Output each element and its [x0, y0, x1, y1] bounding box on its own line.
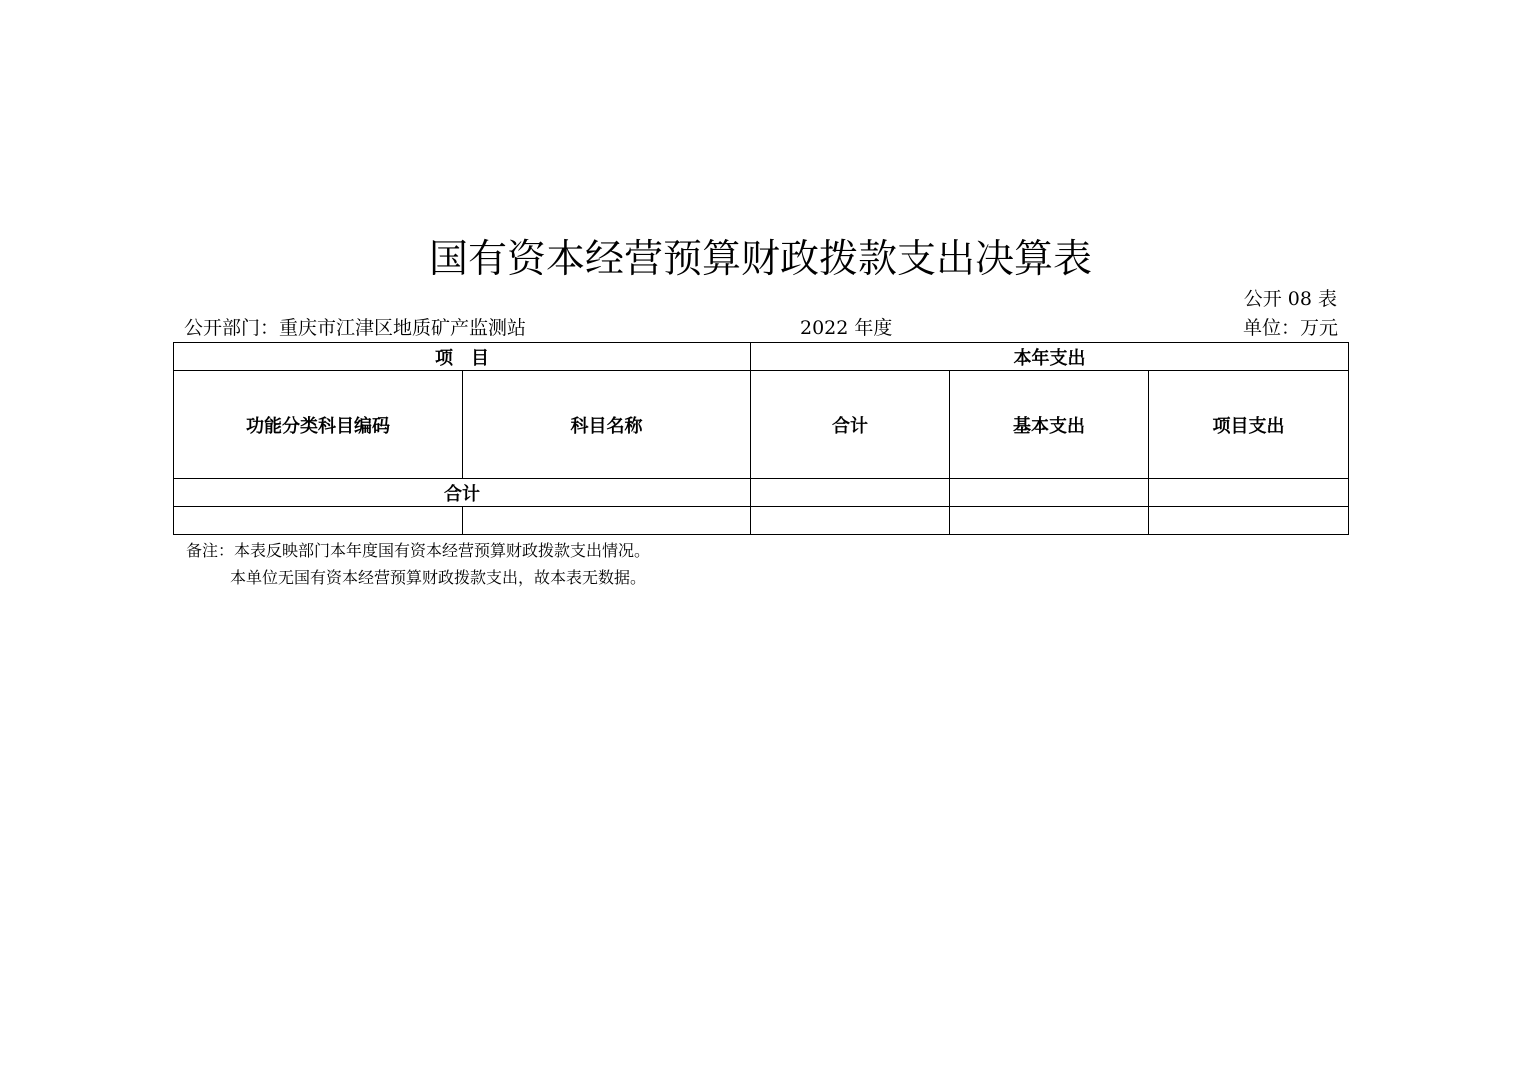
table-cell: [751, 507, 950, 535]
notes: [186, 537, 650, 591]
year-label: 2022 年度: [800, 317, 893, 339]
column-project-expense: 项目支出: [1149, 371, 1349, 479]
unit-label: 单位：万元: [1242, 317, 1338, 339]
column-function-code: 功能分类科目编码: [174, 371, 463, 479]
total-label: 合计: [174, 479, 751, 507]
meta-row: [184, 315, 1338, 341]
table-number: 公开 08 表: [1243, 288, 1337, 310]
page-title: 国有资本经营预算财政拨款支出决算表: [428, 237, 1092, 282]
total-value-cell: [751, 479, 950, 507]
column-total: 合计: [751, 371, 950, 479]
column-subject-name: 科目名称: [463, 371, 751, 479]
department-label: 公开部门：重庆市江津区地质矿产监测站: [184, 317, 527, 339]
project-value-cell: [1149, 479, 1349, 507]
header-current-year-expense: 本年支出: [751, 343, 1349, 371]
header-item: 项 目: [174, 343, 751, 371]
basic-value-cell: [950, 479, 1149, 507]
column-basic-expense: 基本支出: [950, 371, 1149, 479]
table-cell: [1149, 507, 1349, 535]
budget-table: [173, 342, 1349, 535]
table-cell: [174, 507, 463, 535]
table-cell: [463, 507, 751, 535]
table-row: [174, 507, 1349, 535]
table-subheader-row: [174, 371, 1349, 479]
note-line-2: 本单位无国有资本经营预算财政拨款支出，故本表无数据。: [230, 568, 647, 587]
table-cell: [950, 507, 1149, 535]
table-header-row: [174, 343, 1349, 371]
note-line-1: 备注：本表反映部门本年度国有资本经营预算财政拨款支出情况。: [186, 541, 651, 560]
table-total-row: [174, 479, 1349, 507]
